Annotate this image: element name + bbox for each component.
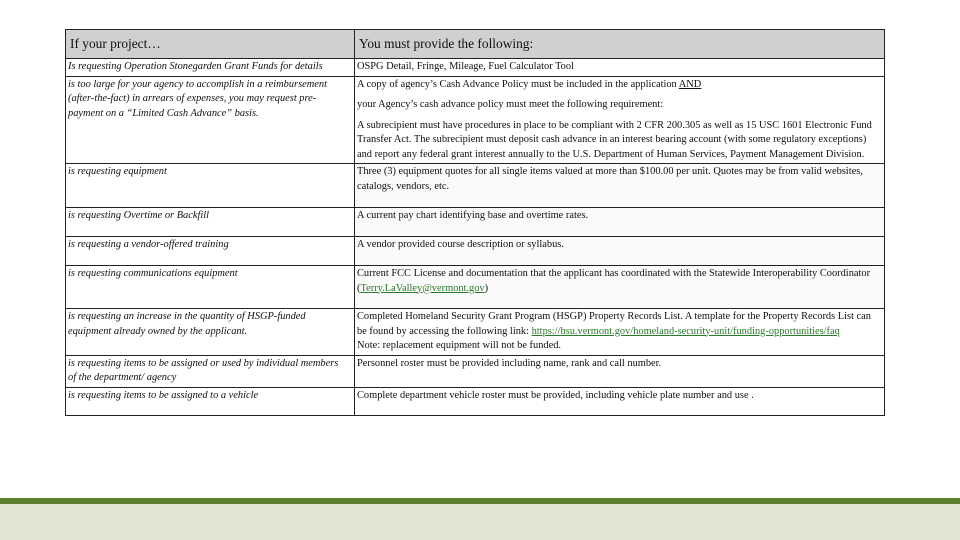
requirement-cell: OSPG Detail, Fringe, Mileage, Fuel Calculator Tool [355,59,885,77]
table-row [66,76,885,164]
requirement-cell: Current FCC License and documentation that the applicant has coordinated with the Statewide Interoperability Coordinator (Terry.LaValley@vermont.gov) [355,266,885,309]
table-row [66,355,885,387]
requirement-note: Note: replacement equipment will not be funded. [357,340,561,351]
requirement-cell [355,76,885,164]
coordinator-email-link[interactable]: Terry.LaValley@vermont.gov [360,282,485,294]
requirement-cell: Completed Homeland Security Grant Program (HSGP) Property Records List. A template for the Property Records List can be found by accessing the following link: https://hsu.vermont.gov/homeland-security-unit/funding-opportunities/faq Note: replacement equipment will not be funded. [355,309,885,356]
requirement-cell: Three (3) equipment quotes for all single items valued at more than $100.00 per unit. Quotes may be from valid websites, catalogs, vendors, etc. [355,164,885,208]
faq-link[interactable]: https://hsu.vermont.gov/homeland-security-unit/funding-opportunities/faq [531,325,840,337]
condition-cell: is requesting Overtime or Backfill [66,208,355,237]
requirement-cell: A vendor provided course description or syllabus. [355,237,885,266]
condition-cell: is too large for your agency to accomplish in a reimbursement (after-the-fact) in arrears of expenses, you may request pre-payment on a “Limited Cash Advance” basis. [66,76,355,164]
requirement-cell: A current pay chart identifying base and overtime rates. [355,208,885,237]
table-row [66,309,885,356]
requirement-cell: Complete department vehicle roster must be provided, including vehicle plate number and use . [355,387,885,415]
condition-cell: is requesting a vendor-offered training [66,237,355,266]
footer-strip [0,504,960,540]
condition-cell: is requesting items to be assigned or used by individual members of the department/ agency [66,355,355,387]
condition-cell: Is requesting Operation Stonegarden Grant Funds for details [66,59,355,77]
table-row [66,266,885,309]
header-provide: You must provide the following: [355,30,885,59]
table-header-row [66,30,885,59]
table-row [66,237,885,266]
table-row [66,387,885,415]
requirements-table [65,29,885,416]
condition-cell: is requesting an increase in the quantity of HSGP-funded equipment already owned by the applicant. [66,309,355,356]
condition-cell: is requesting communications equipment [66,266,355,309]
requirement-cell: Personnel roster must be provided including name, rank and call number. [355,355,885,387]
and-keyword: AND [678,78,702,90]
requirement-paragraph: A subrecipient must have procedures in place to be compliant with 2 CFR 200.305 as well as 15 USC 1601 Electronic Fund Transfer Act. The subrecipient must deposit cash advance in an interest bearing account (with some regulatory exceptions) and report any federal grant interest annually to the U.S. Department of Human Services, Payment Management Division. [357,119,872,160]
condition-cell: is requesting equipment [66,164,355,208]
requirement-line: A copy of agency’s Cash Advance Policy must be included in the application AND [357,78,702,90]
table-row [66,59,885,77]
header-project: If your project… [66,30,355,59]
condition-cell: is requesting items to be assigned to a vehicle [66,387,355,415]
table-row [66,164,885,208]
requirement-line: your Agency’s cash advance policy must meet the following requirement: [357,99,664,110]
table-row [66,208,885,237]
